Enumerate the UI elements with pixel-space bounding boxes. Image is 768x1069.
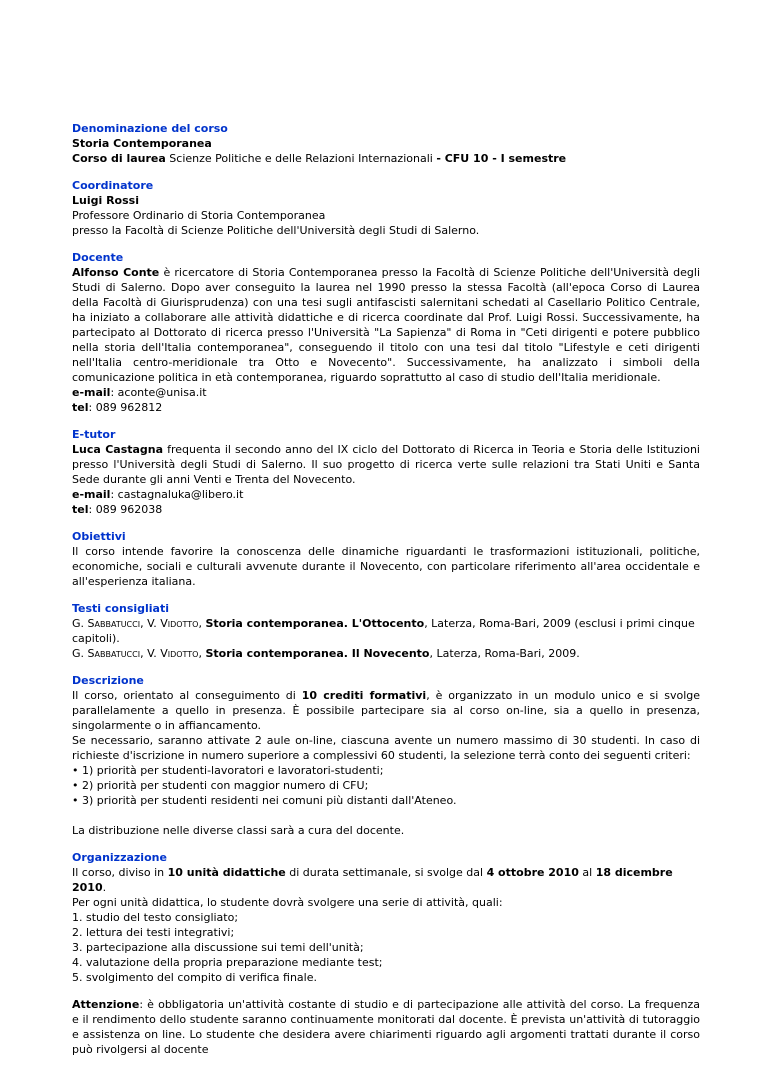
degree-label: Corso di laurea [72, 152, 166, 165]
section-etutor [72, 427, 700, 517]
step-item: 1. studio del testo consigliato; [72, 911, 239, 924]
coordinator-affiliation: presso la Facoltà di Scienze Politiche dell'Università degli Studi di Salerno. [72, 224, 480, 237]
heading-organizzazione: Organizzazione [72, 851, 167, 864]
spacer [72, 808, 700, 823]
docente-tel-value: : 089 962812 [88, 401, 163, 414]
docente-name: Alfonso Conte [72, 266, 160, 279]
descrizione-paragraph-1 [72, 688, 700, 733]
book-separator: , V. [140, 617, 161, 630]
step-item: 2. lettura dei testi integrativi; [72, 926, 235, 939]
etutor-email-value[interactable]: : castagnaluka@libero.it [110, 488, 244, 501]
etutor-tel [72, 502, 700, 517]
descrizione-paragraph-2: Se necessario, saranno attivate 2 aule on-line, ciascuna avente un numero massimo di 30 studenti. In caso di richieste d'iscrizione in numero superiore a complessivi 60 studenti, la selezione terrà conto dei seguenti criteri: [72, 734, 700, 762]
docente-bio-text: è ricercatore di Storia Contemporanea presso la Facoltà di Scienze Politiche dell'Università degli Studi di Salerno. Dopo aver conseguito la laurea nel 1990 presso la stessa Facoltà (all'epoca Corso di Laurea della Facoltà di Giurisprudenza) con una tesi sugli antifascisti salernitani schedati al Casellario Politico Centrale, ha iniziato a collaborare alle attività didattiche e di ricerca coordinate dal Prof. Luigi Rossi. Successivamente, ha partecipato al Dottorato di ricerca presso l'Università "La Sapienza" di Roma in "Ceti dirigenti e potere pubblico nella storia dell'Italia contemporanea", conseguendo il titolo con una tesi dal titolo "Lifestyle e ceti dirigenti nell'Italia centro-meridionale tra Otto e Novecento". Successivamente, ha analizzato i simboli della comunicazione politica in età contemporanea, riguardo soprattutto al caso di studio dell'Italia meridionale. [72, 266, 701, 384]
attenzione-text: : è obbligatoria un'attività costante di studio e di partecipazione alle attività del corso. La frequenza e il rendimento dello studente saranno continuamente monitorati dal docente. È prevista un'attività di tutoraggio e assistenza on line. Lo studente che desidera avere chiarimenti riguardo agli argomenti trattati durante il corso può rivolgersi al docente [72, 998, 700, 1056]
organizzazione-text: Il corso, diviso in [72, 866, 168, 879]
criteria-item: • 1) priorità per studenti-lavoratori e lavoratori-studenti; [72, 764, 384, 777]
etutor-bio-text: frequenta il secondo anno del IX ciclo del Dottorato di Ricerca in Teoria e Storia delle Istituzioni presso l'Università degli Studi di Salerno. Il suo progetto di ricerca verte sulle relazioni tra Stati Uniti e Santa Sede durante gli anni Venti e Trenta del Novecento. [72, 443, 700, 486]
criteria-item: • 2) priorità per studenti con maggior numero di CFU; [72, 779, 369, 792]
book-entry [72, 616, 700, 646]
organizzazione-text: al [578, 866, 596, 879]
organizzazione-paragraph-2: Per ogni unità didattica, lo studente dovrà svolgere una serie di attività, quali: [72, 896, 503, 909]
section-descrizione [72, 673, 700, 838]
heading-testi: Testi consigliati [72, 602, 170, 615]
book-publisher: , Laterza, Roma-Bari, 2009. [429, 647, 580, 660]
descrizione-text: , è organizzato in un modulo unico e si svolge parallelamente a quello in presenza. È possibile partecipare sia al corso on-line, sia a quello in presenza, singolarmente o in affiancamento. [72, 689, 700, 732]
step-item: 3. partecipazione alla discussione sui temi dell'unità; [72, 941, 364, 954]
etutor-email [72, 487, 700, 502]
docente-tel [72, 400, 700, 415]
heading-etutor: E-tutor [72, 428, 116, 441]
section-obiettivi [72, 529, 700, 589]
book-separator: , V. [140, 647, 161, 660]
section-attenzione [72, 997, 700, 1057]
attenzione-label: Attenzione [72, 998, 140, 1011]
heading-denominazione: Denominazione del corso [72, 122, 228, 135]
book-author-surname: Vidotto [160, 617, 199, 630]
heading-obiettivi: Obiettivi [72, 530, 126, 543]
book-separator: , [198, 617, 206, 630]
etutor-email-label: e-mail [72, 488, 111, 501]
step-item: 5. svolgimento del compito di verifica finale. [72, 971, 317, 984]
section-denominazione [72, 121, 700, 166]
book-author-initial: G. [72, 617, 88, 630]
heading-coordinatore: Coordinatore [72, 179, 154, 192]
step-item: 4. valutazione della propria preparazione mediante test; [72, 956, 383, 969]
section-organizzazione [72, 850, 700, 985]
course-document [72, 121, 700, 1069]
book-entry [72, 646, 700, 661]
docente-email-label: e-mail [72, 386, 111, 399]
units-highlight: 10 unità didattiche [167, 866, 286, 879]
docente-email-value[interactable]: : aconte@unisa.it [110, 386, 207, 399]
docente-bio [72, 265, 700, 385]
section-coordinatore [72, 178, 700, 238]
cfu-text: - CFU 10 - I semestre [436, 152, 567, 165]
coordinator-role: Professore Ordinario di Storia Contemporanea [72, 209, 326, 222]
obiettivi-text: Il corso intende favorire la conoscenza delle dinamiche riguardanti le trasformazioni istituzionali, politiche, economiche, sociali e culturali avvenute durante il Novecento, con particolare riferimento all'area occidentale e all'esperienza italiana. [72, 545, 700, 588]
section-testi [72, 601, 700, 661]
docente-tel-label: tel [72, 401, 89, 414]
descrizione-paragraph-3: La distribuzione nelle diverse classi sarà a cura del docente. [72, 824, 405, 837]
descrizione-text: Il corso, orientato al conseguimento di [72, 689, 302, 702]
etutor-tel-label: tel [72, 503, 89, 516]
book-publisher: , Laterza, Roma-Bari, 2009 (esclusi i primi cinque capitoli). [72, 617, 695, 645]
degree-line [72, 151, 700, 166]
book-author-initial: G. [72, 647, 88, 660]
degree-value: Scienze Politiche e delle Relazioni Internazionali [165, 152, 437, 165]
criteria-item: • 3) priorità per studenti residenti nei comuni più distanti dall'Ateneo. [72, 794, 457, 807]
heading-descrizione: Descrizione [72, 674, 144, 687]
book-separator: , [198, 647, 206, 660]
organizzazione-text: . [102, 881, 107, 894]
etutor-tel-value: : 089 962038 [88, 503, 163, 516]
course-name: Storia Contemporanea [72, 137, 212, 150]
organizzazione-text: di durata settimanale, si svolge dal [285, 866, 487, 879]
section-docente [72, 250, 700, 415]
end-date: 18 dicembre 2010 [72, 866, 673, 894]
docente-email [72, 385, 700, 400]
etutor-bio [72, 442, 700, 487]
book-author-surname: Sabbatucci [87, 647, 141, 660]
book-author-surname: Vidotto [160, 647, 199, 660]
book-title: Storia contemporanea. L'Ottocento [205, 617, 425, 630]
credits-highlight: 10 crediti formativi [301, 689, 427, 702]
start-date: 4 ottobre 2010 [486, 866, 579, 879]
coordinator-name: Luigi Rossi [72, 194, 139, 207]
attenzione-paragraph [72, 997, 700, 1057]
book-title: Storia contemporanea. Il Novecento [205, 647, 430, 660]
heading-docente: Docente [72, 251, 124, 264]
etutor-name: Luca Castagna [72, 443, 164, 456]
organizzazione-paragraph-1 [72, 865, 700, 895]
book-author-surname: Sabbatucci [87, 617, 141, 630]
